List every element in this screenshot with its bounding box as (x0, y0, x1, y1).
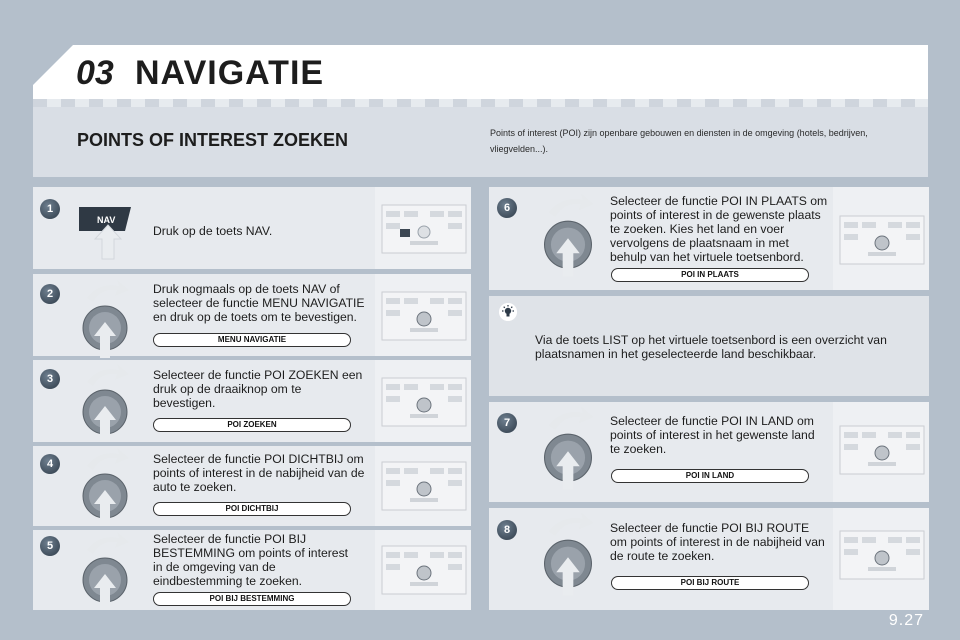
radio-panel-icon (838, 525, 926, 583)
step-text-8: Selecteer de functie POI BIJ ROUTE om points of interest in de nabijheid van de route te zoeken. (610, 521, 825, 563)
step-text-5: Selecteer de functie POI BIJ BESTEMMING om points of interest in de omgeving van de eindbestemming te zoeken. (153, 532, 349, 588)
header-corner (33, 45, 73, 85)
rotary-knob-icon (75, 528, 135, 612)
step-badge-1: 1 (40, 199, 60, 219)
banner-decoration (33, 99, 928, 107)
menu-label-8: POI BIJ ROUTE (611, 576, 809, 590)
step-badge-6: 6 (497, 198, 517, 218)
radio-panel-icon (380, 540, 468, 598)
rotary-knob-icon (75, 276, 135, 360)
rotary-knob-icon (536, 189, 600, 279)
menu-label-2: MENU NAVIGATIE (153, 333, 351, 347)
page-number: 9.27 (888, 612, 924, 629)
section-title: POINTS OF INTEREST ZOEKEN (77, 130, 349, 150)
step-badge-3: 3 (40, 369, 60, 389)
menu-label-7: POI IN LAND (611, 469, 809, 483)
step-badge-5: 5 (40, 536, 60, 556)
menu-label-5: POI BIJ BESTEMMING (153, 592, 351, 606)
step-badge-4: 4 (40, 454, 60, 474)
step-text-4: Selecteer de functie POI DICHTBIJ om points of interest in de nabijheid van de auto te zoeken. (153, 452, 365, 494)
menu-label-3: POI ZOEKEN (153, 418, 351, 432)
step-text-1: Druk op de toets NAV. (153, 224, 273, 238)
radio-panel-icon (380, 286, 468, 344)
lightbulb-icon (499, 303, 517, 321)
step-badge-7: 7 (497, 413, 517, 433)
svg-text:NAV: NAV (97, 215, 116, 225)
radio-panel-icon (380, 199, 468, 257)
rotary-knob-icon (536, 508, 600, 598)
menu-label-6: POI IN PLAATS (611, 268, 809, 282)
rotary-knob-icon (75, 444, 135, 528)
nav-button-icon (75, 203, 137, 263)
step-badge-8: 8 (497, 520, 517, 540)
radio-panel-icon (838, 210, 926, 268)
chapter-title: NAVIGATIE (135, 54, 325, 92)
step-text-3: Selecteer de functie POI ZOEKEN een druk op de draaiknop om te bevestigen. (153, 368, 363, 410)
menu-label-4: POI DICHTBIJ (153, 502, 351, 516)
step-text-7: Selecteer de functie POI IN LAND om points of interest in het gewenste land te zoeken. (610, 414, 815, 456)
section-intro: Points of interest (POI) zijn openbare gebouwen en diensten in de omgeving (hotels, bedrijven, vliegvelden...). (490, 128, 868, 154)
step-badge-2: 2 (40, 284, 60, 304)
rotary-knob-icon (536, 402, 600, 492)
step-text-6: Selecteer de functie POI IN PLAATS om points of interest in de gewenste plaats te zoeken. Kies het land en voer vervolgens de plaatsnaam in met behulp van het virtuele toetsenbord. (610, 194, 828, 264)
tip-text: Via de toets LIST op het virtuele toetsenbord is een overzicht van plaatsnamen in het geselecteerde land beschikbaar. (535, 333, 887, 361)
radio-panel-icon (838, 420, 926, 478)
radio-panel-icon (380, 456, 468, 514)
rotary-knob-icon (75, 360, 135, 444)
chapter-number: 03 (76, 54, 114, 92)
step-text-2: Druk nogmaals op de toets NAV of selecteer de functie MENU NAVIGATIE en druk op de toets om te bevestigen. (153, 282, 365, 324)
radio-panel-icon (380, 372, 468, 430)
